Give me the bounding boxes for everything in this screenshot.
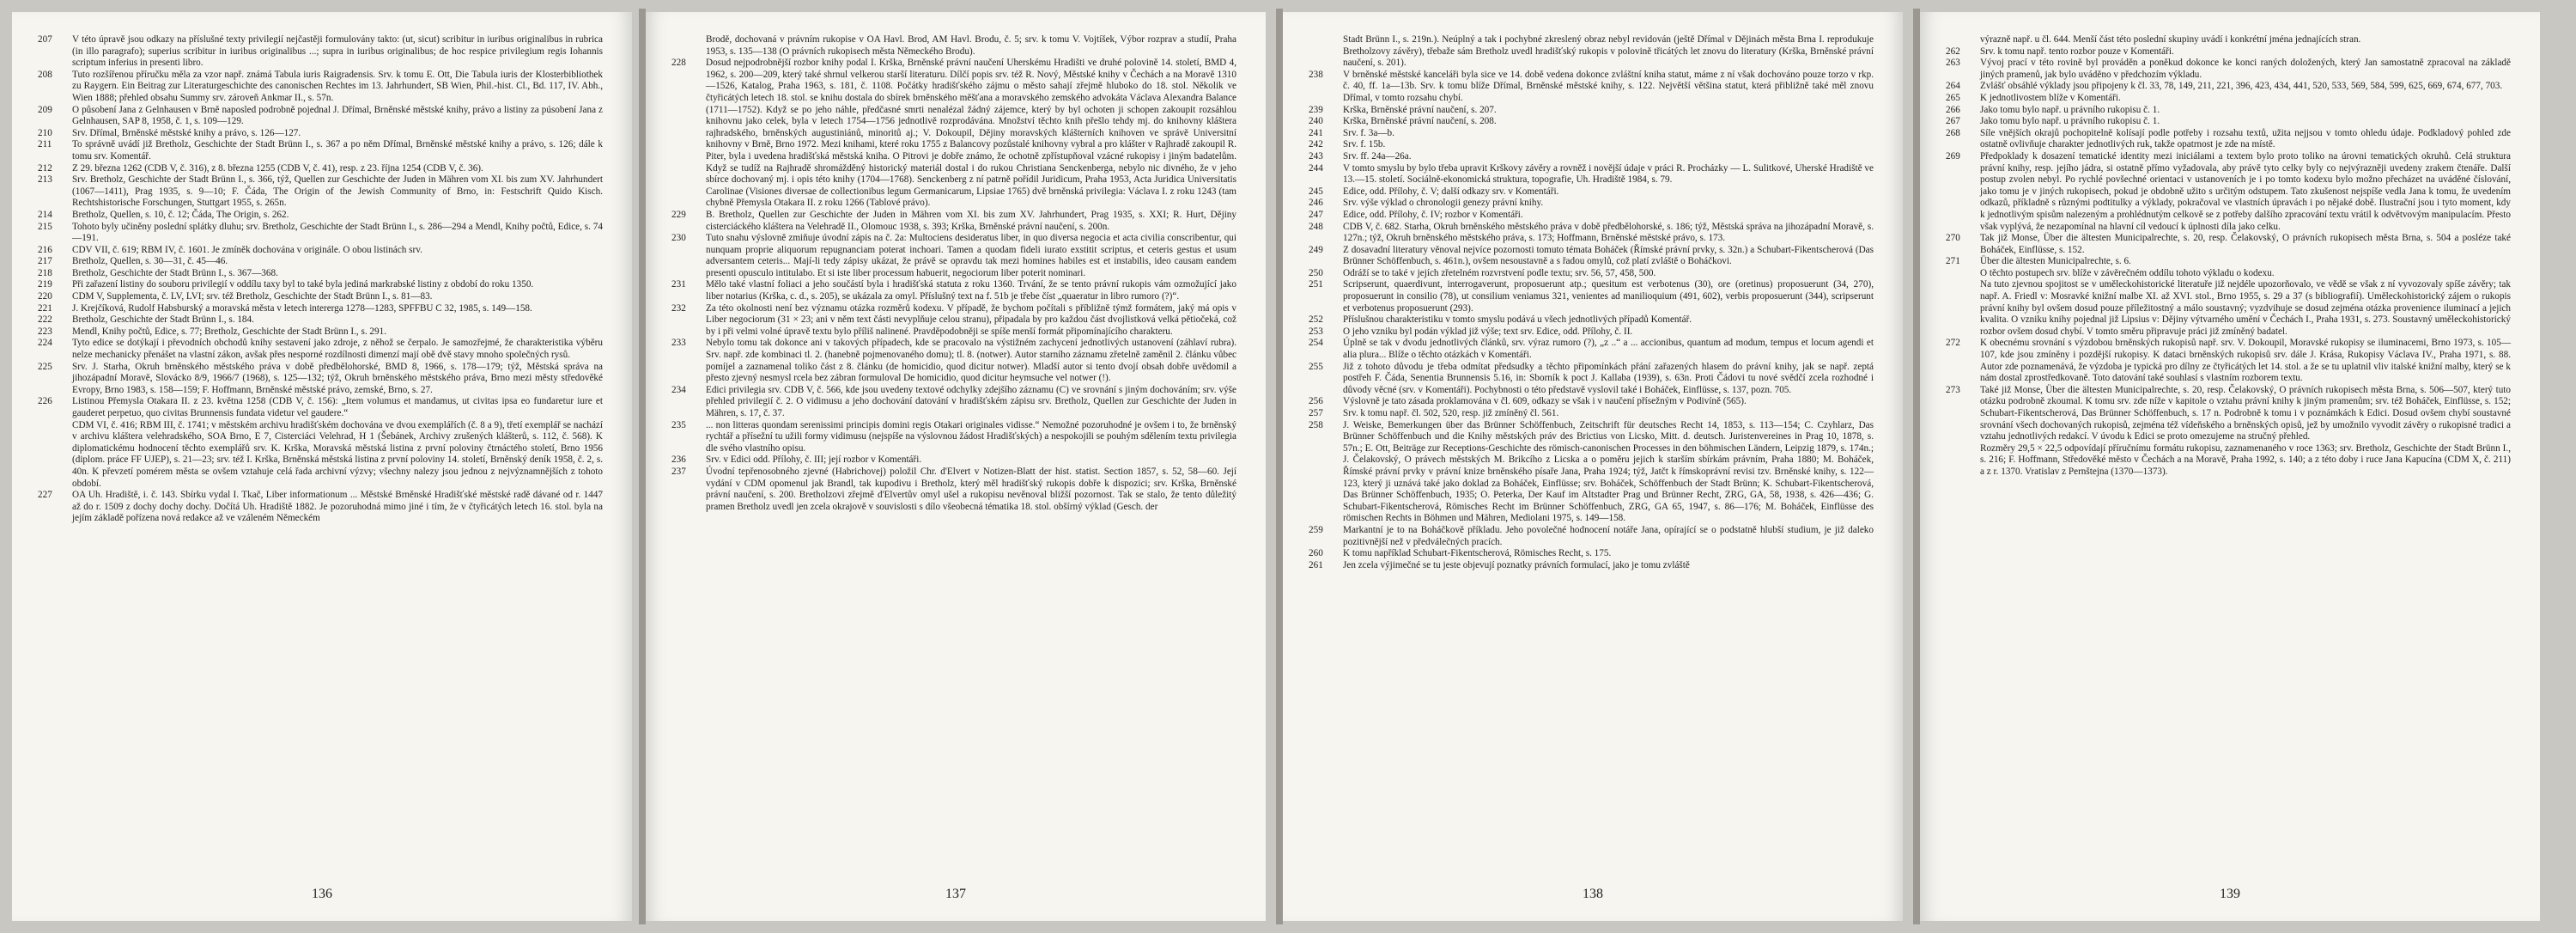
- footnote-number: 229: [671, 209, 686, 220]
- footnote-number: [1946, 279, 1980, 338]
- footnote-number: 239: [1309, 104, 1323, 115]
- gutter-3: [1913, 9, 1920, 924]
- footnote: [38, 291, 603, 303]
- footnote-number: 245: [1309, 186, 1323, 197]
- footnote-text: Příslušnou charakteristiku v tomto smyslu podává u všech jednotlivých případů Komentář.: [1343, 314, 1692, 326]
- footnote-number: 243: [1309, 150, 1323, 162]
- footnote: [1946, 116, 2511, 128]
- footnote-number: 251: [1309, 279, 1323, 290]
- footnote-number: 259: [1309, 524, 1323, 535]
- footnote: [1946, 233, 2511, 256]
- footnote: [671, 338, 1236, 384]
- footnote-text: Rozměry 29,5 × 22,5 odpovídají příručnímu formátu rukopisu, zaznamenaného v roce 1363; srv. Bretholz, Geschichte der Stadt Brünn I., s. 216; F. Hoffmann, Středověké město v Čechách a na Moravě, Praha 1992, s. 140; a z této doby i ruce Jana Kapucína (CDM X, č. 211) a z r. 1370. Vratislav z Pernštejna (1370—1373).: [1980, 442, 2511, 477]
- footnote: [1309, 163, 1874, 186]
- footnote-text: Z dosavadní literatury věnoval nejvíce pozornosti tomuto témata Boháček (Římské právní prvky, s. 32n.) a Schubart-Fikentscherová (Das Brünner Schöffenbuch, s. 461n.), ovšem nesoustavně a s řadou omylů, což platí zvláště o Boháčkovi.: [1343, 244, 1874, 267]
- footnote-text: Vývoj prací v této rovině byl prováděn a poněkud dokonce ke konci raných doložených, který Jan samostatně zpracoval na základě jiných pramenů, jak bylo uváděno v předchozím výkladu.: [1980, 58, 2511, 80]
- footnote-number: 242: [1309, 139, 1323, 150]
- footnote-text: O těchto postupech srv. blíže v závěrečném oddílu tohoto výkladu o kodexu.: [1980, 267, 2275, 278]
- footnote-text: Tuto snahu výslovně zmiňuje úvodní zápis na č. 2a: Multociens desideratus liber, in quo diversa negocia et acta civilia conscribentur, qui nunquam proprie aliquorum repugnanciam poterat inchoari. Tamen a quodam fideli iurato exstitit scriptus, et ceteris gestus et usum adversantem ceteris... Mají-li tedy zápisy ukázat, že právě se opravdu tak mezi homines habiles est et instabilis, ideo causam eandem presenti opusculo intitulabo. Et si iste liber processum habuerit, negociorum liber poterit nominari.: [706, 233, 1236, 278]
- footnote-text: Tak již Monse, Über die ältesten Municipalrechte, s. 20, resp. Čelakovský, O právních rukopisech města Brna, s. 504 a posléze také Boháček, Einflüsse, s. 152.: [1980, 233, 2511, 255]
- page-number: 137: [945, 887, 966, 901]
- footnote-text: Předpoklady k dosazení tematické identity mezi iniciálami a textem bylo proto toliko na úrovni tematických okruhů. Celá struktura právní knihy, resp. jejího jádra, si ostatně přímo vyžadovala, aby právě tyto celky byly co nejvýrazněji uvedeny zrakem čtenáře. Další postup zvolen nebyl. Po rychlé povšechné orientaci v ustanoveních je i po tomto kodexu bylo možno přecházet na uváděné číslování, jako tomu je v jiných rukopisech, pokud je obdobně užito s určitým odstupem. Tato zkušenost nejspíše vedla Jana k tomu, že uvedením odkazů, příkladně s různými podtitulky a výklady, pokračoval ve vlastních úpravách i po nějaké době. Ilustrační jsou i tyto moment, kdy k jednotlivým spisům nalezeným a prohlédnutým celkově se z potřeby dalšího zpracování textu vrátil k odvětvovým manipulacím. Přesto však vyplývá, že nezapomínal na hlavní cíl vedoucí k úplnosti díla jako celku.: [1980, 150, 2511, 232]
- footnote-text: O jeho vzniku byl podán výklad již výše; text srv. Edice, odd. Přílohy, č. II.: [1343, 326, 1633, 337]
- notes-list: [1946, 34, 2511, 479]
- footnote: [38, 279, 603, 291]
- footnote: [1309, 222, 1874, 245]
- footnote: [1309, 525, 1874, 548]
- footnote-number: 244: [1309, 162, 1323, 174]
- footnote: [38, 303, 603, 315]
- footnote: [1309, 139, 1874, 151]
- footnote-text: J. Krejčíková, Rudolf Habsburský a moravská města v letech intererga 1278—1283, SPFFBU C 32, 1985, s. 149—158.: [72, 302, 532, 314]
- footnote-text: Tuto rozšířenou příručku měla za vzor např. známá Tabula iuris Raigradensis. Srv. k tomu E. Ott, Die Tabula iuris der Klosterbibliothek zu Raygern. Ein Beitrag zur Literaturgeschichte des canonischen Rechtes im 13. Jahrhundert, SB Wien, Phil.-hist. Cl., Bd. 117, IV. Abh., Wien 1888; přehled obsahu Summy srv. zároveň Ankmar II., s. 57n.: [72, 69, 603, 103]
- footnote-number: 215: [38, 221, 52, 232]
- footnote: [1946, 279, 2511, 338]
- footnote-number: 236: [671, 454, 686, 466]
- footnote-number: 255: [1309, 361, 1323, 372]
- footnote-text: V tomto smyslu by bylo třeba upravit Krškovy závěry a rovněž i novější údaje v práci R. Procházky — L. Sulitkové, Uherské Hradiště ve 13.—15. století. Sociálně-ekonomická struktura, topografie, Uh. Hradiště 1984, s. 79.: [1343, 162, 1874, 186]
- footnote: [1309, 210, 1874, 222]
- footnote-text: K obecnému srovnání s výzdobou brněnských rukopisů např. srv. V. Dokoupil, Moravské rukopisy se iluminacemi, Brno 1973, s. 105—107, kde jsou zmíněny i pozdější rukopisy. K dataci brněnských rukopisů srv. dále J. Krása, Rukopisy Václava IV., Praha 1971, s. 88. Autor zde poznamenává, že výzdoba je typická pro dílny ze čtyřicátých let 14. stol. a že se tu uplatnil vliv italské knižní malby, který se k nám dostal zprostředkovaně. Toto datování také souhlasí s vlastním rozborem textu.: [1980, 338, 2511, 384]
- footnote-text: ... non litteras quondam serenissimi principis domini regis Otakari originales vidisse.“ Nemožné pozoruhodné je ovšem i to, že brněnský rychtář a přísežní tu užili formy vidimusu (nejspíše na výslovnou žádost Hradišťských) a nespokojili se pouhým sdělením textu privilegia dle svého vlastního opisu.: [706, 419, 1236, 454]
- footnote-text: Tohoto byly učiněny poslední splátky dluhu; srv. Bretholz, Geschichte der Stadt Brünn I., s. 286—294 a Mendl, Knihy počtů, Edice, s. 74—191.: [72, 221, 603, 244]
- footnote: [1309, 362, 1874, 397]
- footnote: [671, 34, 1236, 58]
- footnote-text: Tyto edice se dotýkají i převodních obchodů knihy sestavení jako zdroje, z něhož se čerpalo. Je samozřejmé, že charakteristika výběru nelze mechanicky přenášet na vlastní zákon, avšak přes nesporné rozdílnosti dimenzí mají obě dvě stavy mnoho společných rysů.: [72, 338, 603, 361]
- footnote: [671, 385, 1236, 420]
- footnote-text: Úvodní tepřenosobného zjevné (Habrichovej) položil Chr. d'Elvert v Notizen-Blatt der hist. statist. Section 1857, s. 52, 58—60. Její vydání v CDM opomenul jak Brandl, tak kupodivu i Bretholz, který měl hradišťský rukopis dobře k dispozici; srv. Krška, Brněnské právní naučení, s. 200. Bretholzovi zřejmě d'Elvertův omyl ušel a rukopisu nevěnoval bližší pozornost. Tak se stalo, že tento důležitý pramen Bretholz uvedl jen zcela okrajově v souvislosti s dílo všeobecná tématika 18. stol. obšírný výklad (Gesch. der: [706, 466, 1236, 512]
- footnote: [38, 420, 603, 491]
- footnote: [1309, 326, 1874, 338]
- footnote-text: Mendl, Knihy počtů, Edice, s. 77; Bretholz, Geschichte der Stadt Brünn I., s. 291.: [72, 326, 387, 337]
- footnote-text: Bretholz, Quellen, s. 30—31, č. 45—46.: [72, 256, 228, 267]
- notes-list: [671, 34, 1236, 513]
- footnote: [1946, 105, 2511, 117]
- footnote: [671, 233, 1236, 279]
- footnote: [671, 303, 1236, 338]
- footnote: [671, 58, 1236, 210]
- footnote-number: [1946, 443, 1980, 479]
- footnote-text: Brodě, dochovaná v právním rukopise v OA Havl. Brod, AM Havl. Brodu, č. 5; srv. k tomu V. Vojtíšek, Výbor rozprav a studií, Praha 1953, s. 135—138 (O právních rukopisech města Německého Brodu).: [706, 34, 1236, 57]
- footnote: [38, 245, 603, 257]
- footnote-number: 270: [1946, 233, 1960, 244]
- footnote: [38, 490, 603, 525]
- footnote-text: To správně uvádí již Bretholz, Geschichte der Stadt Brünn I., s. 367 a po něm Dřímal, Brněnské městské knihy a právo, s. 126; dále k tomu srv. Komentář.: [72, 139, 603, 162]
- footnote-number: 222: [38, 314, 52, 326]
- footnote: [38, 70, 603, 105]
- footnote: [38, 326, 603, 338]
- footnote: [1309, 268, 1874, 280]
- footnote-text: Nebylo tomu tak dokonce ani v takových případech, kde se pracovalo na výstižném zachycení jednotlivých ustanovení (záhlaví rubra). Srv. např. zde kombinaci tl. 2. (hanebně pojmenovaného domu); tl. 8. (notwer). Autor starního záznamu zřetelně zaměnil 2. článku vůbec pomíjel a zaznamenal toliko část z 8. článku (de homicidio, quod dicitur notwer). Mladší autor si tento dvojí obsah dobře uvědomil a přesto zjevný nesmysl rcela bez zábran formuloval De homicidio, quod dicitur heymsuche vel notwer (!).: [706, 338, 1236, 384]
- footnote-number: 267: [1946, 116, 1960, 127]
- gutter-1: [639, 9, 646, 924]
- footnote-number: 207: [38, 34, 52, 45]
- footnote-number: 224: [38, 338, 52, 349]
- footnote-text: Krška, Brněnské právní naučení, s. 208.: [1343, 116, 1497, 127]
- footnote-text: Za této okolnosti není bez významu otázka rozměrů kodexu. V případě, že bychom počítali s příbližně týmž formátem, jaký má opis v Liber negociorum (31 × 23; ani v něm text části nevyplňuje celou stranu), připadala by pro každou část dvojlistková velká pětiočeká, což by i při velmi volné úpravě textu bylo příliš nalinené. Pravděpodobněji se spíše menší formát připomínajícího charakteru.: [706, 302, 1236, 337]
- footnote-text: Srv. f. 15b.: [1343, 139, 1386, 150]
- page-number: 136: [312, 887, 332, 901]
- footnote-number: 226: [38, 396, 52, 407]
- footnote-text: Krška, Brněnské právní naučení, s. 207.: [1343, 104, 1497, 115]
- footnote: [1309, 34, 1874, 70]
- footnote-text: CDV VII, č. 619; RBM IV, č. 1601. Je zmíněk dochována v originále. O obou listinách srv.: [72, 244, 422, 255]
- footnote: [1309, 408, 1874, 420]
- footnote-text: Dosud nejpodrobnější rozbor knihy podal I. Krška, Brněnské právní naučení Uherskému Hradišti ve druhé polovině 14. století, BMD 4, 1962, s. 200—209, který také shrnul velkerou starší literaturu. Dílčí popis srv. též R. Nový, Městské knihy v Čechách a na Moravě 1310—1526, Katalog, Praha 1963, s. 181, č. 1108. Počátky hradišťského zájmu o město sahají zřejmě hluboko do 18. stol. Několik ve čtyřicátých letech 18. stol. se knihu dostala do sbírek brněnského měšťana a moravského zemského advokáta Václava Alexandra Balance (1711—1752). Když se po jeho náhle, předčasné smrti nenalézal žádný zájemce, který by byl ochoten ji schopen zakoupit rozsáhlou knihovnu jako celek, byla v letech 1754—1756 jednotlivě rozprodávána. Množství těchto knih přešlo tehdy mj. do knihovny kláštera rajhradského, brněnských augustiniánů, minoritů aj.; V. Dokoupil, Dějiny moravských klášterních knihoven ve správě Universitní knihovny v Brně, Brno 1972. Mezi knihami, které roku 1755 z Balancovy pozůstalé knihovny vybral a pro klášter v Rajhradě zakoupil R. Piter, byla i uvedena hradišťská městská kniha. O Pitrovi je dobře známo, že ochotně zpřístupňoval vzácné rukopisy i jiným badatelům. Když se tudíž na Rajhradě shromážděný historický materiál dostal i do rukou Christiana Senckenberga, nebylo nic divného, že v jeho sbírce dochovaný mj. i opis této knihy (1704—1768). Senckenberg z ní patrně pořídil Juridicum, Praha 1953, Acta Juridica Universitatis Carolinae (Visiones diversae de collectionibus legum Germanicarum, Lipsiae 1765) dvě brněnská privilegia: Václava I. z roku 1243 (tam chybně Přemysla Otakara II. z roku 1266 (Tablové právo).: [706, 58, 1236, 209]
- footnote-number: 233: [671, 338, 686, 349]
- footnote: [38, 362, 603, 397]
- footnote-number: 246: [1309, 198, 1323, 209]
- footnote-number: [1946, 268, 1980, 280]
- footnote: [671, 420, 1236, 455]
- footnote-text: Über die ältesten Municipalrechte, s. 6.: [1980, 256, 2131, 267]
- footnote-text: Z 29. března 1262 (CDB V, č. 316), z 8. března 1255 (CDB V, č. 41), resp. z 23. října 1254 (CDB V, č. 36).: [72, 162, 483, 174]
- footnote-number: 273: [1946, 384, 1960, 395]
- footnote-number: 271: [1946, 256, 1960, 267]
- footnote: [671, 466, 1236, 513]
- footnote-number: 231: [671, 279, 686, 290]
- footnote-text: Edici privilegia srv. CDB V, č. 566, kde jsou uvedeny textové odchylky zdejšího záznamu (C) ve srovnání s jiným dochováním; srv. výše přehled privilegií č. 2. O vidimusu a jeho dochování datování v hradišťském zápisu srv. Bretholz, Quellen zur Geschichte der Juden in Mähren, s. 17, č. 37.: [706, 384, 1236, 418]
- footnote: [671, 454, 1236, 466]
- footnote: [1309, 116, 1874, 128]
- footnote-number: 225: [38, 361, 52, 372]
- footnote-text: Síle vnějších okrajů pochopitelně kolísají podle potřeby i rozsahu textů, užita nejjsou v tomto ohledu údaje. Podkladový pohled zde ostatně ovlivňuje charakter jednotlivých ruk, takže opatrnost je zde na místě.: [1980, 127, 2511, 150]
- footnote-number: 248: [1309, 221, 1323, 232]
- footnote-number: 220: [38, 291, 52, 302]
- footnote-text: Srv. k tomu např. tento rozbor pouze v Komentáři.: [1980, 46, 2174, 57]
- footnote: [671, 279, 1236, 302]
- footnote-text: Srv. ff. 24a—26a.: [1343, 150, 1412, 162]
- footnote-text: Edice, odd. Přílohy, č. IV; rozbor v Komentáři.: [1343, 209, 1523, 220]
- footnote: [1309, 105, 1874, 117]
- footnote-number: 221: [38, 302, 52, 314]
- footnote-text: K jednotlivostem blíže v Komentáři.: [1980, 92, 2121, 103]
- footnote-number: 252: [1309, 314, 1323, 326]
- footnote-text: Jen zcela výjimečné se tu jeste objevují poznatky právních formulací, jako je tomu zvláště: [1343, 559, 1690, 570]
- footnote-text: Jako tomu bylo např. u právního rukopisu č. 1.: [1980, 104, 2160, 115]
- footnote-number: 254: [1309, 338, 1323, 349]
- footnote: [1946, 46, 2511, 58]
- page-number: 138: [1583, 887, 1603, 901]
- page-number: 139: [2220, 887, 2240, 901]
- footnote: [1946, 93, 2511, 105]
- footnote: [1309, 548, 1874, 560]
- footnote: [38, 163, 603, 175]
- footnote-text: Edice, odd. Přílohy, č. V; další odkazy srv. v Komentáři.: [1343, 186, 1559, 197]
- page-137: [646, 12, 1266, 921]
- footnote-text: Bretholz, Geschichte der Stadt Brünn I., s. 184.: [72, 314, 254, 326]
- footnote-text: Srv. k tomu např. čl. 502, 520, resp. již zmíněný čl. 561.: [1343, 408, 1559, 418]
- footnote-text: Srv. J. Starha, Okruh brněnského městského práva v době předbělohorské, BMD 8, 1966, s. 178—179; týž, Městská správa na jihozápadní Moravě, Slovácko 8/9, 1966/7 (1968), s. 125—132; týž, Okruh brněnského městského práva, Brno mezi městy středověké Evropy, Brno 1983, s. 158—159; F. Hoffmann, Brněnské městské právo, zemské, Brno, s. 27.: [72, 361, 603, 395]
- footnote-number: [38, 420, 72, 491]
- footnote-number: 257: [1309, 408, 1323, 418]
- footnote-number: 263: [1946, 58, 1960, 69]
- footnote-text: Zvlášť obsáhlé výklady jsou připojeny k čl. 33, 78, 149, 211, 221, 396, 423, 434, 441, 520, 533, 569, 584, 599, 625, 669, 674, 677, 703.: [1980, 81, 2503, 92]
- footnote: [1309, 128, 1874, 140]
- footnote: [38, 210, 603, 222]
- footnote-number: 256: [1309, 396, 1323, 407]
- footnote-text: Již z tohoto důvodu je třeba odmítat předsudky a těchto připomínkách přání zařazených hlasem do právní knihy, jak se např. zeptá postřeh F. Čáda, Senentia Brunnensis 5.16, in: Sborník k poct J. Kallaba (1939), s. 63n. Proti Čádovi tu nové svědčí zcela rozhodné i důvody věcné (srv. v Komentáři). Pochybnosti o této představě vyslovil také i Boháček, Einflüsse, s. 137, pozn. 705.: [1343, 361, 1874, 395]
- footnote-text: Srv. Bretholz, Geschichte der Stadt Brünn I., s. 366, týž, Quellen zur Geschichte der Juden in Mähren vom XI. bis zum XV. Jahrhundert (1067—1411), Prag 1935, s. 9—10; F. Čáda, The Origin of the Jewish Community of Brno, in: Festschrift Quido Kisch. Rechtshistorische Forschungen, Stuttgart 1955, s. 265n.: [72, 174, 603, 209]
- footnote-number: 268: [1946, 127, 1960, 138]
- page-136: [12, 12, 632, 921]
- footnote-text: O působení Jana z Gelnhausen v Brně naposled podrobně pojednal J. Dřímal, Brněnské městské knihy, právo a listiny za púsobení Jana z Gelnhausen, SAP 8, 1958, č. 1, s. 109—129.: [72, 104, 603, 127]
- footnote: [671, 210, 1236, 233]
- footnote: [1946, 385, 2511, 443]
- footnote-number: 211: [38, 139, 52, 150]
- footnote-text: Také již Monse, Über die ältesten Municipalrechte, s. 20, resp. Čelakovský, O právních rukopisech města Brna, s. 506—507, který tuto otázku podrobně zkoumal. K tomu srv. zde níže v kapitole o vztahu právní knihy k jiným pramenům; srv. též Boháček, Einflüsse, s. 152; Schubart-Fikentscherová, Das Brünner Schöffenbuch, s. 17 n. Podrobně k tomu i v poznámkách k Edici. Dosud ovšem chybí soustavné srovnání všech dochovaných rukopisů, zejména též vídeňského a brněnských opisů, jež by umožnilo vyvodit závěry o rukopisné tradici a vztahu jednotlivých redakcí. V úvodu k Edici se proto omezujeme na stručný přehled.: [1980, 384, 2511, 442]
- footnote-text: Markantní je to na Boháčkově příkladu. Jeho povolečné hodnocení notáře Jana, opírající se o podstatně hlubší studium, je již daleko pozitivnější než v předválečných pracích.: [1343, 524, 1874, 547]
- footnote-number: 269: [1946, 150, 1960, 162]
- footnote-text: V brněnské městské kanceláři byla sice ve 14. době vedena dokonce zvláštní kniha statut, máme z ní však dochováno pouze torzo v rkp. č. 40, ff. 1a—13b. Srv. k tomu blíže Dřímal, Brněnské městské knihy, s. 122. Největší většina statut, která přibližně také měl znovu Dřímal, v tomto rozsahu chybí.: [1343, 69, 1874, 103]
- footnote: [1946, 256, 2511, 268]
- footnote-number: 209: [38, 104, 52, 115]
- footnote-number: [1309, 34, 1343, 70]
- footnote-number: 247: [1309, 209, 1323, 220]
- footnote: [1309, 338, 1874, 361]
- footnote: [1946, 151, 2511, 233]
- footnote-text: J. Weiske, Bemerkungen über das Brünner Schöffenbuch, Zeitschrift für deutsches Recht 14, 1853, s. 113—154; C. Czyhlarz, Das Brünner Schöffenbuch und die Knihy městských práv des Brictius von Licsko, Mitt. d. deutsch. Juristenvereines in Prag 10, 1878, s. 57n.; E. Ott, Beiträge zur Receptions-Geschichte des römisch-canonischen Processes in den böhmischen Ländern, Leipzig 1879, s. 174n.; J. Čelakovský, O právech městských M. Brikcího z Licska a o poměru jejich k starším sbírkám právním, Praha 1880; M. Boháček, Římské právní prvky v právní knize brněnského písaře Jana, Praha 1924; týž, Jatčt k římskoprávní revisi tzv. Brněnské knihy, s. 122—123, který ji uznává také jako doklad za Boháček, Einflüsse; srv. Boháček, Schöffenbuch der Stadt Brünn; K. Schubart-Fikentscherová, Das Brünner Schöffenbuch, 1935; O. Peterka, Der Kauf im Altstadter Prag und Brünner Recht, ZRG, GA, 58, 1938, s. 426—436; G. Schubart-Fikentscherová, Römisches Recht im Brünner Schöffenbuch, ZRG, GA 65, 1947, s. 86—176; M. Boháček, Einflüsse des römischen Rechts in Böhmen und Mähren, Mediolani 1975, s. 149—158.: [1343, 419, 1874, 524]
- footnote-text: Srv. f. 3a—b.: [1343, 127, 1394, 138]
- footnote: [1946, 128, 2511, 151]
- footnote-text: Listinou Přemysla Otakara II. z 23. května 1258 (CDB V, č. 156): „Item volumus et mandamus, ut civitas ipsa eo fundaretur iure et gauderet perpetuo, quo civitas Brunnensis fundata videtur vel gaudere.“: [72, 396, 603, 418]
- footnote: [1309, 314, 1874, 326]
- footnote: [38, 396, 603, 419]
- footnote-text: CDM VI, č. 416; RBM III, č. 1741; v městském archivu hradišťském dochována ve dvou exemplářích (č. 8 a 9), třetí exemplář se nachází v archivu kláštera velehradského, SOA Brno, E 7, Cisterciáci Velehrad, H 1 (Šebánek, Archivy zrušených klášterů, s. 112, č. 568). K diplomatickému hodnocení těchto exemplářů srv. K. Krška, Moravská městská listina z první poloviny čtrnáctého století, Brno 1956 (diplom. práce FF UJEP), s. 21—23; srv. též I. Krška, Brněnská městská listina z první poloviny 14. století, Brněnský deník 1958, č. 2, s. 40n. K převzetí pomérem města se ovšem vztahuje celá řada archivní výzvy; všechny nalezy jsou jednou z nejvýznamnějších z tohoto období.: [72, 419, 603, 489]
- footnote: [38, 314, 603, 326]
- footnote-number: 266: [1946, 104, 1960, 115]
- footnote-text: Mělo také vlastní foliaci a jeho součástí byla i hradišťská statuta z roku 1360. Trvání, že se tento právní rukopis vám ozmožující jako liber notarius (Krška, c. d., s. 205), se ukázala za omyl. Příslušný text na f. 51b je třebe číst „quaeratur in libro rumoro (?)“.: [706, 279, 1236, 302]
- footnote-text: Bretholz, Geschichte der Stadt Brünn I., s. 367—368.: [72, 267, 278, 278]
- footnote-text: B. Bretholz, Quellen zur Geschichte der Juden in Mähren vom XI. bis zum XV. Jahrhundert, Prag 1935, s. XXI; R. Hurt, Dějiny cisterciáckého kláštera na Velehradě II., Olomouc 1938, s. 393; Krška, Brněnské právní naučení, s. 200n.: [706, 209, 1236, 232]
- footnote-number: 210: [38, 127, 52, 138]
- footnote-text: Stadt Brünn I., s. 219n.). Neúplný a tak i pochybné zkreslený obraz nebyl revidován (ještě Dřímal v Dějinách města Brna I. reprodukuje Bretholzovy závěry), třebaže sám Bretholz uvedl hradišťský rukopis v polovině třicátých let znovu do literatury (Krška, Brněnské právní naučení, s. 201).: [1343, 34, 1874, 69]
- footnote-number: 213: [38, 174, 52, 186]
- footnote-number: 234: [671, 384, 686, 395]
- footnote-number: 237: [671, 466, 686, 477]
- footnote-text: Bretholz, Quellen, s. 10, č. 12; Čáda, The Origin, s. 262.: [72, 209, 289, 220]
- footnote: [1946, 443, 2511, 479]
- footnote-number: 238: [1309, 69, 1323, 80]
- footnote-text: Odráží se to také v jejích zřetelném rozvrstvení podle textu; srv. 56, 57, 458, 500.: [1343, 267, 1656, 278]
- footnote-number: 253: [1309, 326, 1323, 337]
- footnote-text: CDM V, Supplementa, č. LV, LVI; srv. též Bretholz, Geschichte der Stadt Brünn I., s. 81—83.: [72, 291, 433, 302]
- footnote: [1946, 338, 2511, 384]
- footnote: [38, 174, 603, 210]
- footnote: [38, 128, 603, 140]
- page-138: [1283, 12, 1903, 921]
- footnote: [1309, 70, 1874, 105]
- footnote-number: 208: [38, 69, 52, 80]
- footnote: [1946, 58, 2511, 81]
- footnote-text: Srv. výše výklad o chronologii genezy právní knihy.: [1343, 198, 1544, 209]
- footnote-text: Na tuto zjevnou spojitost se v uměleckohistorické literatuře již nejdéle upozorňovalo, ve vědě se však z ní vyvozovaly spíše závěry; tak např. A. Friedl v: Mosravké knižní malbe XI. až XVI. stol., Brno 1955, s. 29 a 37 (s bibliografií). Uměleckohistorický zájem o rukopis právní knihy byl ovšem dosud pouze příležitostný a málo soustavný; vyzdvihuje se dosud zejména otázka provenience iluminací a jejich kvalita. O vzniku knihy pojednal již Lipsius v: Dějiny výtvarného umění v Čechách I., Praha 1931, s. 273. Soustavný uměleckohistorický rozbor ovšem dosud chybí. V tomto směru připravuje práci již zmíněný badatel.: [1980, 279, 2511, 337]
- footnote-text: Úplně se tak v dvodu jednotlivých článků, srv. výraz rumoro (?), „z ..“ a ... accionibus, quantum ad modum, tempus et locum agendi et alia plura... Blíže o těchto otázkách v Komentáři.: [1343, 338, 1874, 361]
- footnote: [1309, 396, 1874, 408]
- footnote: [38, 105, 603, 128]
- footnote-number: 240: [1309, 116, 1323, 127]
- footnote: [1309, 560, 1874, 572]
- footnote-number: 265: [1946, 92, 1960, 103]
- footnote-number: 232: [671, 302, 686, 314]
- footnote-text: výrazně např. u čl. 644. Menší část této poslední skupiny uvádí i konkrétní jména jednajících stran.: [1980, 34, 2361, 45]
- footnote-number: [671, 34, 706, 58]
- footnote: [1946, 268, 2511, 280]
- footnote-number: 214: [38, 209, 52, 220]
- footnote-text: Srv. v Edici odd. Přílohy, č. III; její rozbor v Komentáři.: [706, 454, 922, 466]
- footnote-number: 264: [1946, 81, 1960, 92]
- footnote-number: 218: [38, 267, 52, 278]
- footnote-number: 249: [1309, 244, 1323, 255]
- footnote-number: 227: [38, 490, 52, 501]
- footnote-number: 212: [38, 162, 52, 174]
- footnote: [38, 338, 603, 361]
- footnote-number: 262: [1946, 46, 1960, 57]
- footnote: [1946, 34, 2511, 46]
- footnote-text: Jako tomu bylo např. u právního rukopisu č. 1.: [1980, 116, 2160, 127]
- notes-list: [1309, 34, 1874, 571]
- footnote-number: 230: [671, 233, 686, 244]
- footnote-text: Výslovně je tato zásada proklamována v čl. 609, odkazy se však i v naučení přísežným v Podivíně (565).: [1343, 396, 1747, 407]
- footnote-number: 241: [1309, 127, 1323, 138]
- footnote: [38, 256, 603, 268]
- footnote-text: Srv. Dřímal, Brněnské městské knihy a právo, s. 126—127.: [72, 127, 301, 138]
- footnote: [1309, 245, 1874, 268]
- footnote-number: 261: [1309, 559, 1323, 570]
- footnote: [1309, 198, 1874, 210]
- footnote: [1309, 151, 1874, 163]
- footnote-number: 235: [671, 419, 686, 430]
- footnote: [1309, 279, 1874, 314]
- footnote-text: K tomu například Schubart-Fikentscherová, Römisches Recht, s. 175.: [1343, 548, 1612, 559]
- footnote-text: Při zařazení listiny do souboru privilegií v oddílu taxy byl to také byla jediná markrabské listiny z období do roku 1350.: [72, 279, 534, 290]
- footnote: [1946, 81, 2511, 93]
- footnote: [1309, 186, 1874, 198]
- footnote: [1309, 420, 1874, 525]
- footnote-number: 260: [1309, 548, 1323, 559]
- footnote: [38, 268, 603, 280]
- footnote-number: 250: [1309, 267, 1323, 278]
- footnote: [38, 222, 603, 245]
- notes-list: [38, 34, 603, 525]
- footnote: [38, 34, 603, 70]
- footnote-number: 217: [38, 256, 52, 267]
- footnote-text: OA Uh. Hradiště, i. č. 143. Sbírku vydal I. Tkač, Liber informationum ... Městské Brněnské Hradišťské městské radě dávané od r. 1447 až do r. 1509 z dochy dochy dochy. Dočítá Uh. Hradiště 1882. Je pozoruhodná mimo jiné i tím, že v čtyřicátých letech 16. stol. byla na jejím základě pořízena nová redakce až ve vzáleném Německém: [72, 490, 603, 524]
- footnote-number: 219: [38, 279, 52, 290]
- footnote-number: 258: [1309, 419, 1323, 430]
- footnote-text: CDB V, č. 682. Starha, Okruh brněnského městského práva v době předbělohorské, s. 186; týž, Městská správa na jihozápadní Moravě, s. 127n.; týž, Okruh brněnského městského práva, s. 173; Hoffmann, Brněnské městské právo, s. 173.: [1343, 221, 1874, 244]
- page-139: [1920, 12, 2540, 921]
- footnote-number: [1946, 34, 1980, 46]
- footnote-text: V této úpravě jsou odkazy na příslušné texty privilegií nejčastěji formulovány takto: (ut, sicut) scribitur in iuribus originalibus in rubrica (in illo paragrafo); superius scribitur in iuribus originalibus ...; supra in iuribus originalibus; de hoc respice privilegium regis Iohannis scriptum inferius in presenti libro.: [72, 34, 603, 69]
- footnote-text: Scripserunt, quaerdivunt, interrogaverunt, proposuerunt atp.; quesitum est verbotenus (30), ore (oretinus) proposuerunt (34, 270), proposuerunt in consilio (78), ut consilium veniamus 321, venientes ad manilioquium (491, 602), verbis proposuerunt (344), scripserunt et verbotenus proposuerunt (293).: [1343, 279, 1874, 314]
- footnote-number: 228: [671, 58, 686, 69]
- gutter-2: [1276, 9, 1283, 924]
- footnote-number: 223: [38, 326, 52, 337]
- footnote: [38, 139, 603, 162]
- footnote-number: 216: [38, 244, 52, 255]
- footnote-number: 272: [1946, 338, 1960, 349]
